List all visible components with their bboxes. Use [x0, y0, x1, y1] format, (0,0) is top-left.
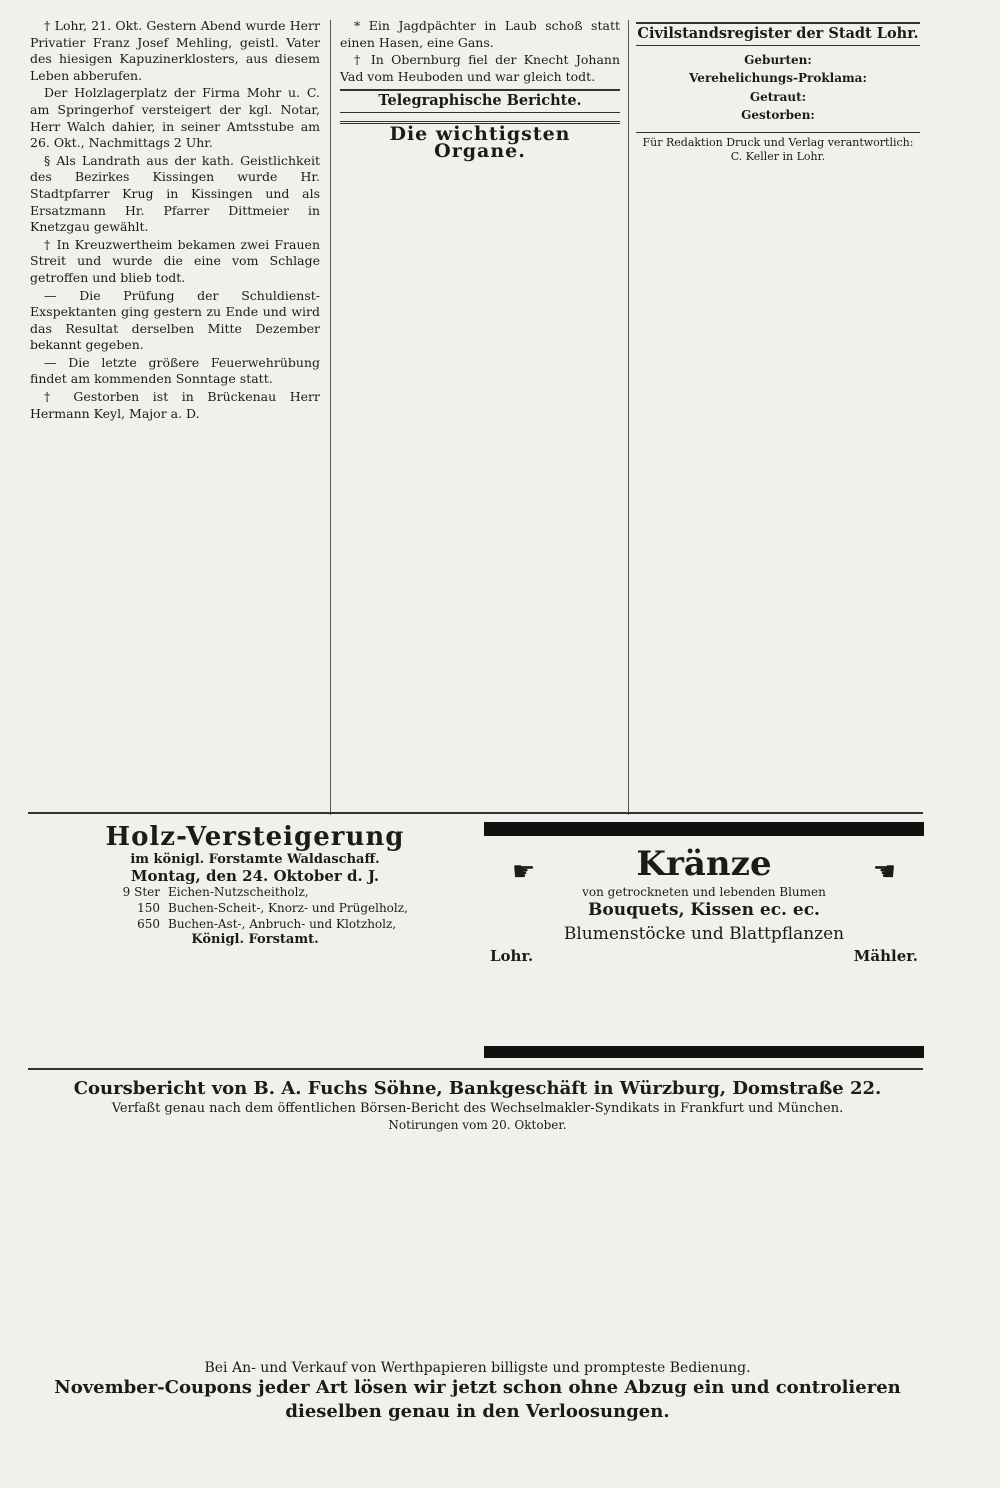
section-heading: Civilstandsregister der Stadt Lohr.	[636, 22, 920, 46]
column-3	[636, 18, 920, 165]
pointing-hand-left-icon: ☚	[872, 857, 896, 887]
section-rule	[28, 1068, 923, 1070]
bank-note: Notirungen vom 20. Oktober.	[388, 1118, 567, 1132]
advert-signature: Königl. Forstamt.	[191, 932, 319, 947]
bank-footer-1: Bei An- und Verkauf von Werthpapieren billigste und prompteste Bedienung.	[204, 1360, 751, 1376]
lot-row: 150 Buchen-Scheit-, Knorz- und Prügelholz,	[137, 901, 408, 915]
bank-footer-2: November-Coupons jeder Art lösen wir jetzt schon ohne Abzug ein und controlieren dieselben genau in den Verloosungen.	[54, 1377, 901, 1422]
news-item: — Die Prüfung der Schuldienst-Exspektanten ging gestern zu Ende und wird das Resultat derselben Mitte Dezember bekannt gegeben.	[30, 287, 320, 353]
news-item: * Ein Jagdpächter in Laub schoß statt einen Hasen, eine Gans.	[340, 18, 620, 50]
advert-kraenze	[484, 822, 924, 1058]
news-item: † Lohr, 21. Okt. Gestern Abend wurde Herr Privatier Franz Josef Mehling, geistl. Vater des hiesigen Kapuzinerklosters, aus diesem Leben abberufen.	[30, 18, 320, 83]
news-item: § Als Landrath aus der kath. Geistlichkeit des Bezirkes Kissingen wurde Hr. Stadtpfarrer Krug in Kissingen und als Ersatzmann Hr. Pfarrer Dittmeier in Knetzgau gewählt.	[30, 152, 320, 235]
lot-row: 650 Buchen-Ast-, Anbruch- und Klotzholz,	[137, 917, 397, 931]
advert-title: Kränze	[636, 844, 772, 884]
bank-title: Coursbericht von B. A. Fuchs Söhne, Bankgeschäft in Würzburg, Domstraße 22.	[73, 1078, 882, 1099]
news-item: Der Holzlagerplatz der Firma Mohr u. C. am Springerhof versteigert der kgl. Notar, Herr Walch dahier, in seiner Amtsstube am 26. Okt., Nachmittags 2 Uhr.	[30, 85, 320, 151]
lot-row: 9 Ster Eichen-Nutzscheitholz,	[122, 885, 309, 899]
advert-heading: Die wichtigsten Organe.	[340, 121, 620, 161]
advert-subtitle-2: Bouquets, Kissen ec. ec.	[588, 900, 820, 920]
section-heading: Telegraphische Berichte.	[340, 89, 620, 113]
news-item: † Gestorben ist in Brückenau Herr Hermann Keyl, Major a. D.	[30, 389, 320, 421]
advert-subtitle: von getrockneten und lebenden Blumen	[582, 885, 826, 899]
column-rule	[628, 20, 629, 815]
news-item: † In Obernburg fiel der Knecht Johann Vad vom Heuboden und war gleich todt.	[340, 52, 620, 84]
advert-title: Holz-Versteigerung	[105, 822, 405, 852]
advert-date: Montag, den 24. Oktober d. J.	[130, 867, 380, 885]
price-table-area	[30, 1132, 925, 1354]
pointing-hand-right-icon: ☛	[512, 857, 536, 887]
advert-holz-versteigerung	[40, 822, 470, 948]
bank-subtitle: Verfaßt genau nach dem öffentlichen Börsen-Bericht des Wechselmakler-Syndikats in Frankfurt und München.	[111, 1101, 844, 1116]
column-1	[30, 18, 320, 423]
column-2	[340, 18, 620, 167]
register-subheading: Gestorben:	[741, 108, 815, 123]
advert-subtitle: im königl. Forstamte Waldaschaff.	[130, 852, 380, 867]
column-rule	[330, 20, 331, 815]
coursbericht	[30, 1078, 925, 1424]
register-subheading: Geburten:	[744, 52, 812, 67]
register-subheading: Getraut:	[749, 89, 807, 104]
news-item: † In Kreuzwertheim bekamen zwei Frauen Streit und wurde die eine vom Schlage getroffen und blieb todt.	[30, 236, 320, 285]
register-subheading: Verehelichungs-Proklama:	[689, 71, 867, 86]
section-rule	[28, 812, 923, 814]
advert-footer: Lohr. Mähler.	[490, 947, 918, 965]
credits: Für Redaktion Druck und Verlag verantwortlich: C. Keller in Lohr.	[636, 132, 920, 165]
advert-subtitle-3: Blumenstöcke und Blattpflanzen	[563, 924, 845, 944]
news-item: — Die letzte größere Feuerwehrübung findet am kommenden Sonntage statt.	[30, 354, 320, 387]
